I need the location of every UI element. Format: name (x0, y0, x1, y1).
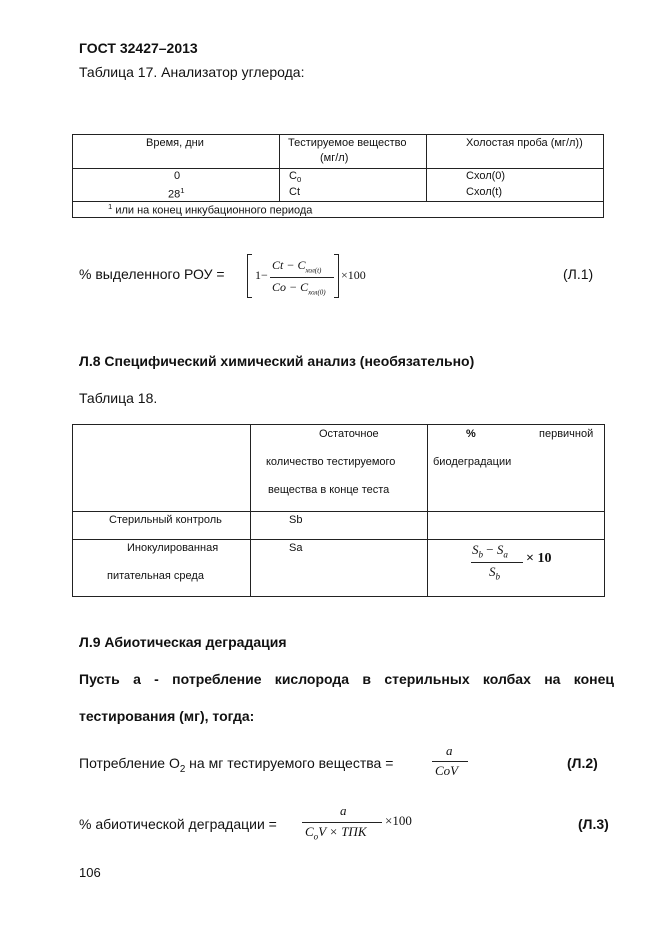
formula-l3-prefix: % абиотической деградации = (79, 816, 277, 832)
formula-l3-denominator: $C_oV$ × ТПК (305, 824, 367, 842)
formula-l1-denominator: $Co - C_{хол(0)}$ (272, 280, 326, 297)
document-header: ГОСТ 32427–2013 (79, 40, 198, 56)
table18-header-col3-primary: первичной (539, 428, 594, 440)
table17-header-test-unit: (мг/л) (320, 152, 349, 164)
formula-l1-one: 1− (255, 268, 268, 282)
formula-l3-number: (Л.3) (578, 816, 609, 832)
page-number: 106 (79, 865, 101, 880)
table17-header-time: Время, дни (146, 137, 204, 149)
table18-row2-label-line1: Инокулированная (127, 542, 219, 554)
table18-header-col2-line3: вещества в конце теста (268, 484, 390, 496)
table18-caption: Таблица 18. (79, 390, 158, 406)
section-l8-title: Л.8 Специфический химический анализ (необязательно) (79, 353, 475, 369)
table17-header-blank: Холостая проба (мг/л)) (466, 137, 583, 149)
table18-header-col2-line1: Остаточное (319, 428, 379, 440)
table17-row1-time: 0 (174, 170, 181, 182)
formula-l1-prefix: % выделенного РОУ = (79, 266, 225, 282)
formula-l2-number: (Л.2) (567, 755, 598, 771)
table17-row2-test: Ct (289, 186, 300, 198)
table17-row1-blank: Cхол(0) (466, 170, 506, 182)
formula-l1-times: ×100 (341, 268, 366, 282)
formula-l3-numerator: a (340, 803, 347, 818)
formula-l1-numerator: $Ct - C_{хол(t)}$ (272, 258, 322, 275)
table18-header-col2-line2: количество тестируемого (266, 456, 396, 468)
table18-formula-denominator: $S_b$ (489, 564, 501, 582)
section-l9-paragraph-line2: тестирования (мг), тогда: (79, 708, 255, 724)
table17-row2-time: $28^1$ (168, 186, 185, 201)
formula-l2-prefix: Потребление $O_2$ на мг тестируемого вещества = (79, 755, 394, 775)
formula-l1-number: (Л.1) (563, 266, 594, 282)
formula-l2-denominator: CoV (435, 763, 459, 778)
table17-footnote: $^1$ или на конец инкубационного периода (108, 202, 313, 217)
table18-header-col3-biodeg: биодеградации (433, 456, 512, 468)
table18-formula-numerator: $S_b - S_a$ (472, 542, 508, 560)
table17-row2-blank: Cхол(t) (466, 186, 502, 198)
table18-row1-label: Стерильный контроль (109, 514, 222, 526)
formula-l3-times: ×100 (385, 813, 412, 828)
section-l9-paragraph-line1: Пусть а - потребление кислорода в стерильных колбах на конец (79, 671, 614, 687)
table17-header-test: Тестируемое вещество (288, 137, 407, 149)
table18-header-col3-percent: % (466, 428, 476, 440)
table17-row1-test: $C_0$ (289, 170, 302, 185)
table18-row1-value: Sb (289, 514, 303, 526)
table18-row2-label-line2: питательная среда (107, 570, 204, 582)
formula-l2-numerator: a (446, 743, 453, 758)
table18-formula-times: × 10 (526, 551, 552, 566)
section-l9-title: Л.9 Абиотическая деградация (79, 634, 287, 650)
table17-caption: Таблица 17. Анализатор углерода: (79, 64, 305, 80)
table18-row2-value: Sa (289, 542, 303, 554)
